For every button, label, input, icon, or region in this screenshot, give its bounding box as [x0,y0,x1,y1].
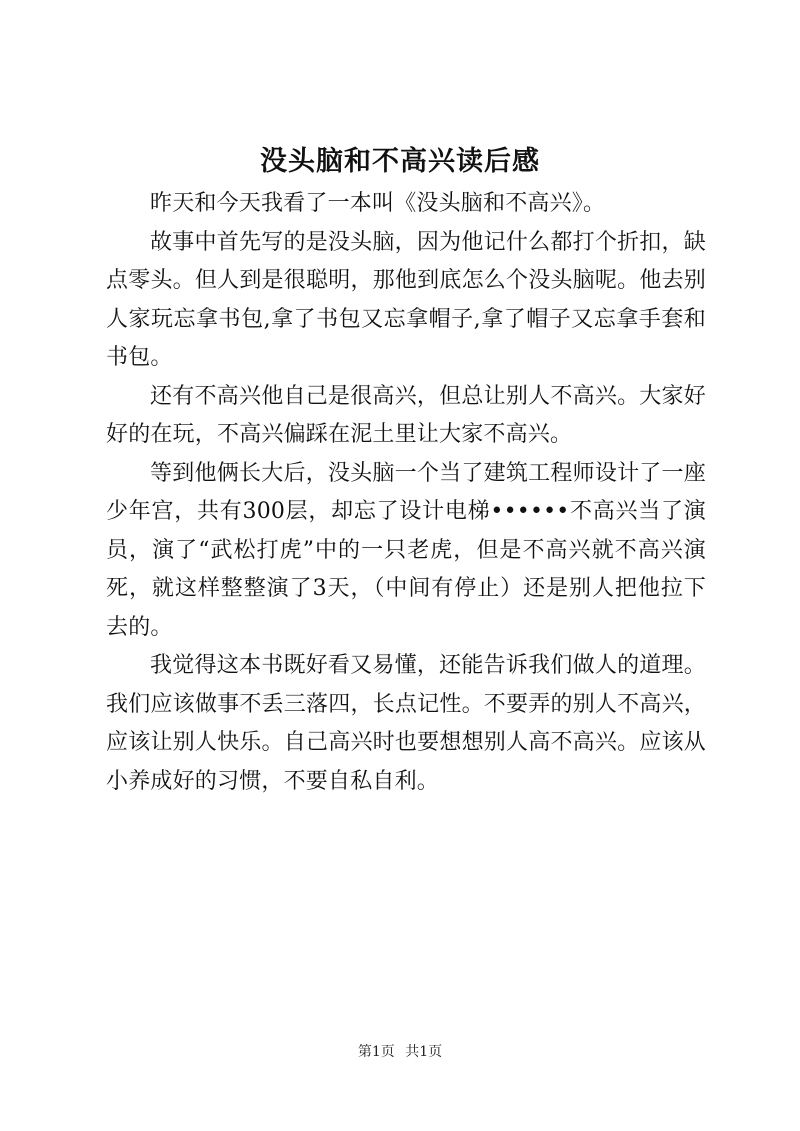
document-body [106,185,706,801]
page-footer [0,1042,800,1062]
paragraph: 还有不高兴他自己是很高兴，但总让别人不高兴。大家好好的在玩，不高兴偏踩在泥土里让大家不高兴。 [106,383,706,447]
page-number: 第1页 [357,1044,395,1060]
paragraph: 等到他俩长大后，没头脑一个当了建筑工程师设计了一座少年宫，共有300层，却忘了设计电梯••••••不高兴当了演员，演了“武松打虎”中的一只老虎，但是不高兴就不高兴演死，就这样整整演了3天，（中间有停止）还是别人把他拉下去的。 [106,460,706,640]
paragraph: 昨天和今天我看了一本叫《没头脑和不高兴》。 [150,191,606,216]
paragraph: 故事中首先写的是没头脑，因为他记什么都打个折扣，缺点零头。但人到是很聪明，那他到底怎么个没头脑呢。他去别人家玩忘拿书包,拿了书包又忘拿帽子,拿了帽子又忘拿手套和书包。 [106,229,706,370]
document-title: 没头脑和不高兴读后感 [260,146,540,177]
paragraph: 我觉得这本书既好看又易懂，还能告诉我们做人的道理。我们应该做事不丢三落四，长点记性。不要弄的别人不高兴，应该让别人快乐。自己高兴时也要想想别人高不高兴。应该从小养成好的习惯，不要自私自利。 [106,653,706,794]
page-total: 共1页 [405,1044,443,1060]
